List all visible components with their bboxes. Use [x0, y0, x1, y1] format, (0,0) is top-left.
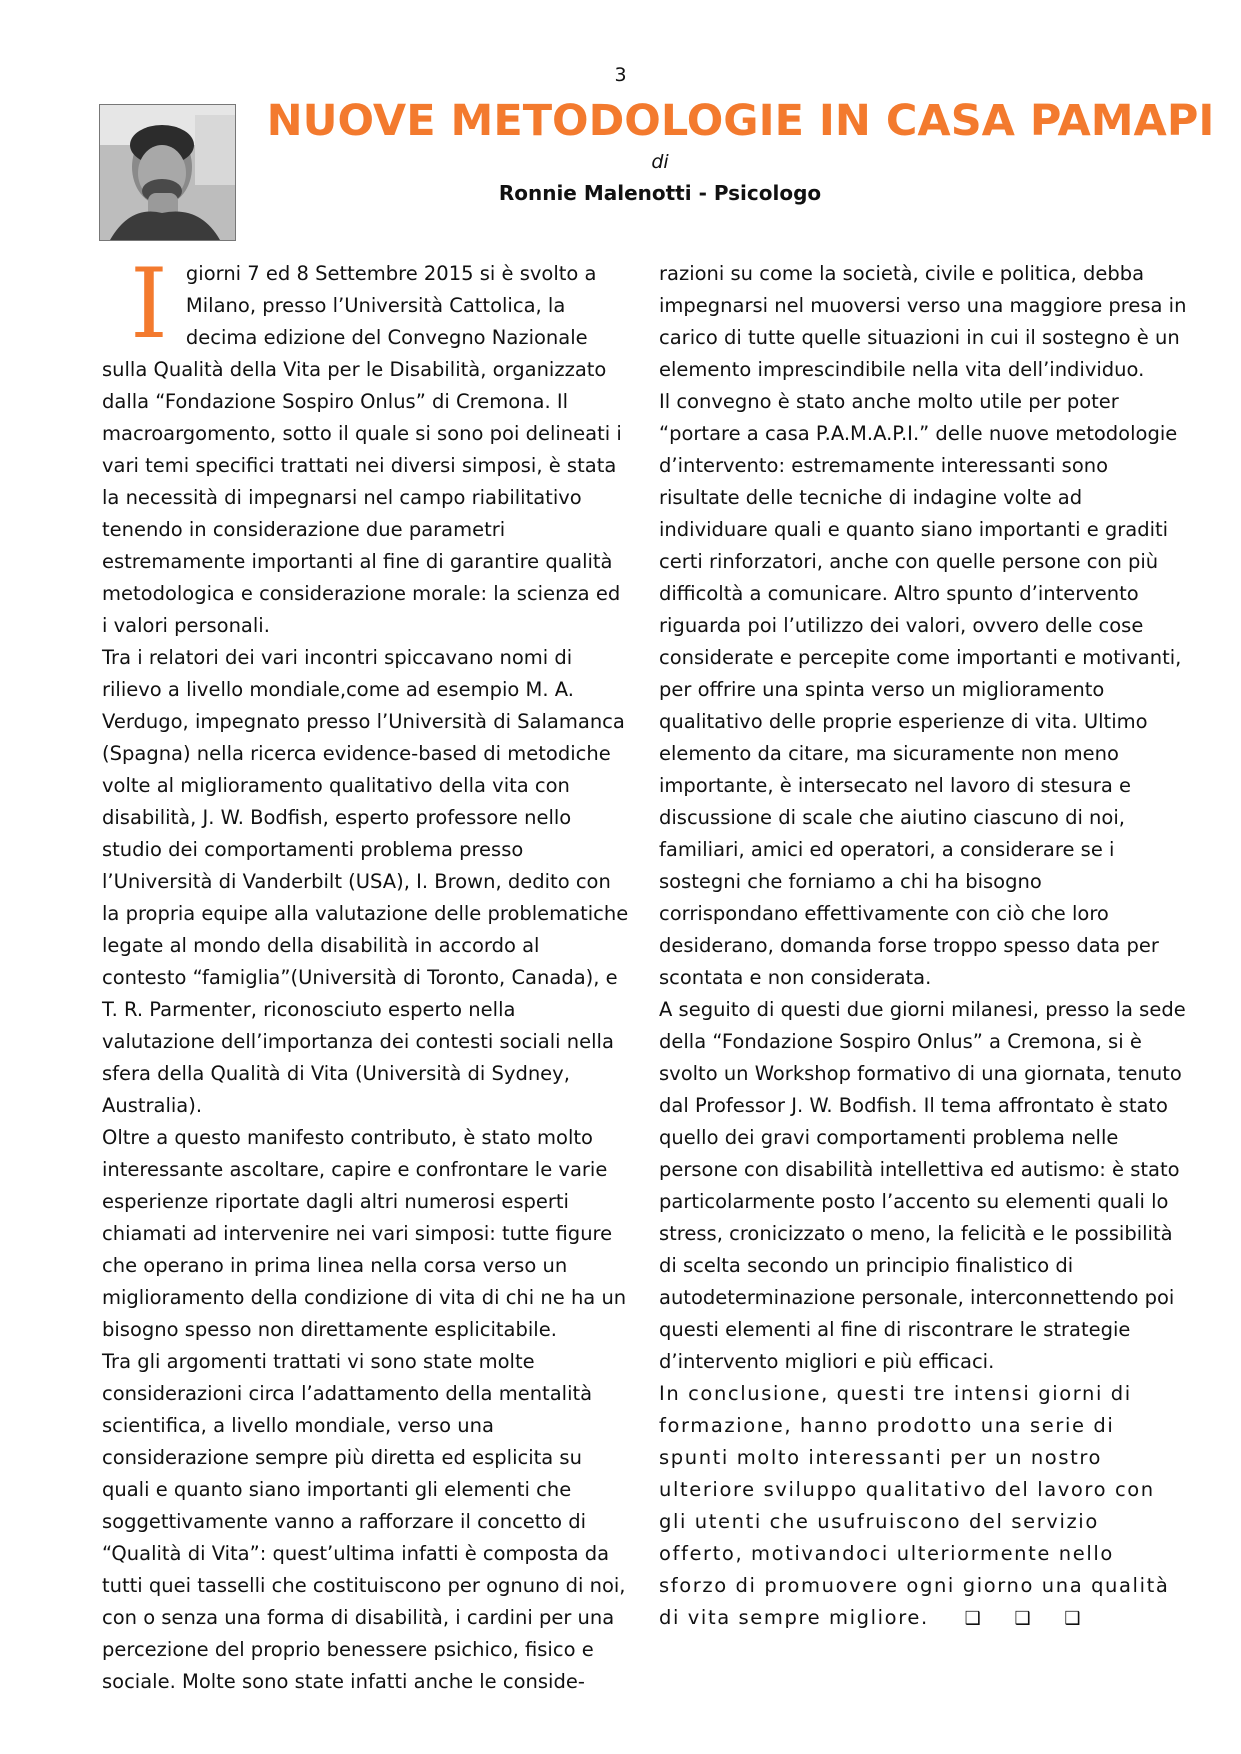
paragraph-text: In conclusione, questi tre intensi giorni di formazione, hanno prodotto una serie di spunti molto interessanti per un nostro ulteriore sviluppo qualitativo del lavoro con gli utenti che usufruiscono del servizio offerto, motivandoci ulteriormente nello sforzo di promuovere ogni giorno una qualità di vita sempre migliore. — [659, 1382, 1170, 1629]
paragraph: A seguito di questi due giorni milanesi, presso la sede della “Fondazione Sospiro Onlus” a Cremona, si è svolto un Workshop formativo di una giornata, tenuto dal Professor J. W. Bodfish. Il tema affrontato è stato quello dei gravi comportamenti problema nelle persone con disabilità intellettiva ed autismo: è stato particolarmente posto l’accento su elementi quali lo stress, cronicizzato o meno, la felicità e le possibilità di scelta secondo un principio finalistico di autodeterminazione personale, interconnettendo poi questi elementi al fine di riscontrare le strategie d’intervento migliori e più efficaci. — [659, 998, 1186, 1373]
author-photo — [99, 104, 236, 241]
paragraph: Oltre a questo manifesto contributo, è stato molto interessante ascoltare, capire e confrontare le varie esperienze riportate dagli altri numerosi esperti chiamati ad intervenire nei vari simposi: tutte figure che operano in prima linea nella corsa verso un miglioramento della condizione di vita di chi ne ha un bisogno spesso non direttamente esplicitabile. — [102, 1126, 627, 1341]
author-name: Ronnie Malenotti - Psicologo — [498, 181, 822, 205]
end-of-article-marks: ❑ ❑ ❑ — [964, 1608, 1095, 1629]
drop-cap: I — [130, 248, 168, 360]
article-column-left — [102, 248, 630, 1698]
paragraph — [102, 248, 630, 642]
author-portrait-image — [100, 105, 235, 240]
article-title: NUOVE METODOLOGIE IN CASA PAMAPI — [266, 96, 1215, 146]
paragraph-conclusion — [659, 1378, 1187, 1635]
article-column-right — [659, 258, 1187, 1635]
paragraph-text: giorni 7 ed 8 Settembre 2015 si è svolto a Milano, presso l’Università Cattolica, la decima edizione del Convegno Nazionale sulla Qualità della Vita per le Disabilità, organizzato dalla “Fondazione Sospiro Onlus” di Cremona. Il macroargomento, sotto il quale si sono poi delineati i vari temi specifici trattati nei diversi simposi, è stata la necessità di impegnarsi nel campo riabilitativo tenendo in considerazione due parametri estremamente importanti al fine di garantire qualità metodologica e considerazione morale: la scienza ed i valori personali. — [102, 262, 622, 637]
paragraph: Il convegno è stato anche molto utile per poter “portare a casa P.A.M.A.P.I.” delle nuove metodologie d’intervento: estremamente interessanti sono risultate delle tecniche di indagine volte ad individuare quali e quanto siano importanti e graditi certi rinforzatori, anche con quelle persone con più difficoltà a comunicare. Altro spunto d’intervento riguarda poi l’utilizzo dei valori, ovvero delle cose considerate e percepite come importanti e motivanti, per offrire una spinta verso un miglioramento qualitativo delle proprie esperienze di vita. Ultimo elemento da citare, ma sicuramente non meno importante, è intersecato nel lavoro di stesura e discussione di scale che aiutino ciascuno di noi, familiari, amici ed operatori, a considerare se i sostegni che forniamo a chi ha bisogno corrispondano effettivamente con ciò che loro desiderano, domanda forse troppo spesso data per scontata e non considerata. — [659, 390, 1182, 989]
byline-prefix: di — [651, 151, 669, 173]
paragraph: Tra i relatori dei vari incontri spiccavano nomi di rilievo a livello mondiale,come ad esempio M. A. Verdugo, impegnato presso l’Università di Salamanca (Spagna) nella ricerca evidence-based di metodiche volte al miglioramento qualitativo della vita con disabilità, J. W. Bodfish, esperto professore nello studio dei comportamenti problema presso l’Università di Vanderbilt (USA), I. Brown, dedito con la propria equipe alla valutazione delle problematiche legate al mondo della disabilità in accordo al contesto “famiglia”(Università di Toronto, Canada), e T. R. Parmenter, riconosciuto esperto nella valutazione dell’importanza dei contesti sociali nella sfera della Qualità di Vita (Università di Sydney, Australia). — [102, 646, 629, 1117]
paragraph: Tra gli argomenti trattati vi sono state molte considerazioni circa l’adattamento della mentalità scientifica, a livello mondiale, verso una considerazione sempre più diretta ed esplicita su quali e quanto siano importanti gli elementi che soggettivamente vanno a rafforzare il concetto di “Qualità di Vita”: quest’ultima infatti è composta da tutti quei tasselli che costituiscono per ognuno di noi, con o senza una forma di disabilità, i cardini per una percezione del proprio benessere psichico, fisico e sociale. Molte sono state infatti anche le conside- — [102, 1350, 626, 1693]
paragraph: razioni su come la società, civile e politica, debba impegnarsi nel muoversi verso una maggiore presa in carico di tutte quelle situazioni in cui il sostegno è un elemento imprescindibile nella vita dell’individuo. — [659, 262, 1187, 381]
page-number: 3 — [614, 64, 627, 86]
